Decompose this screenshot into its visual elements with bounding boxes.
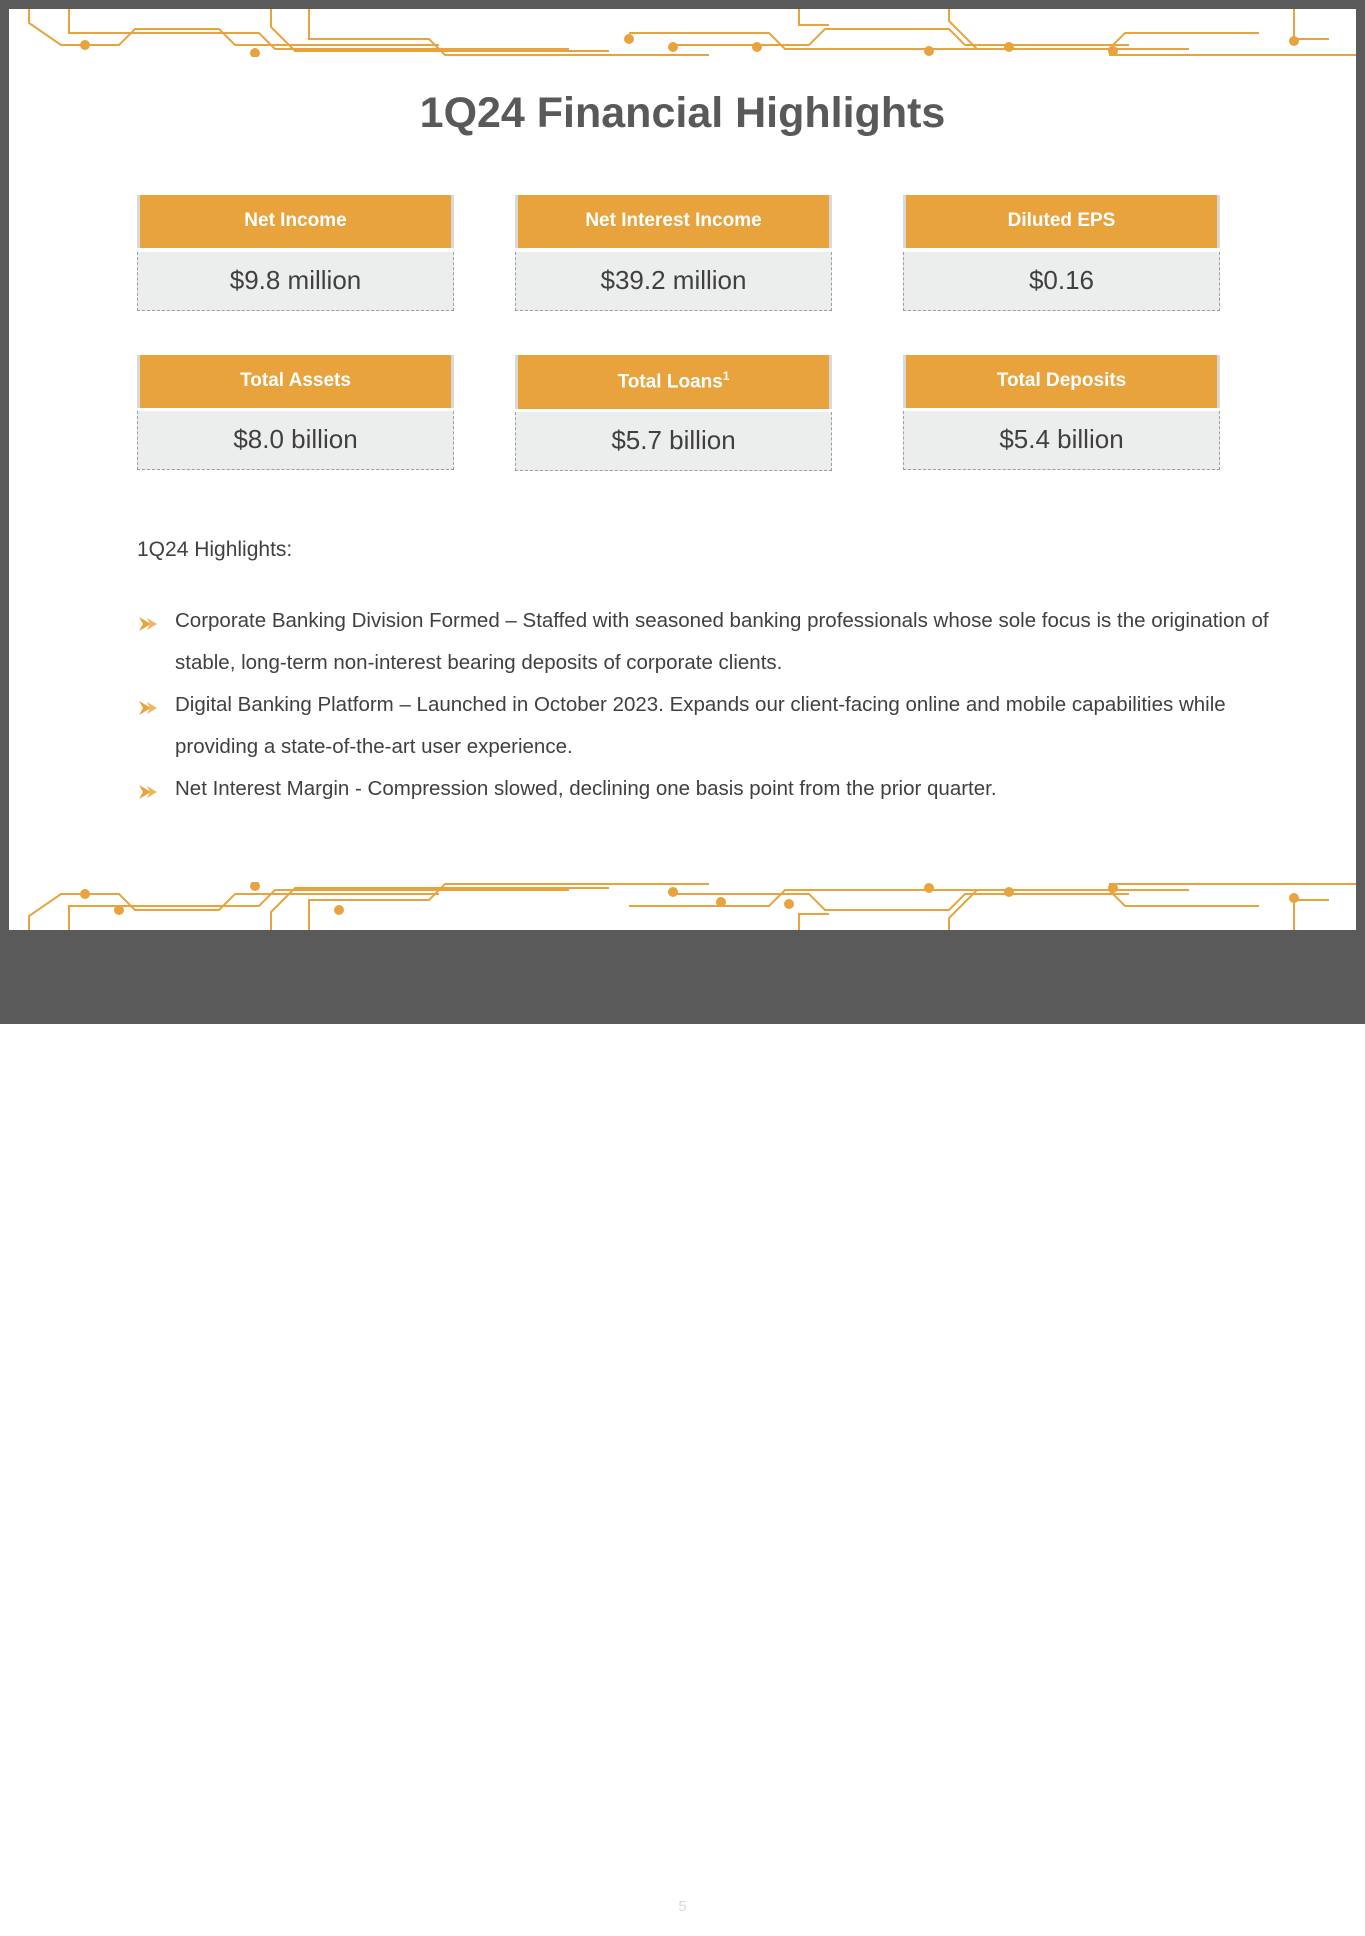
metric-value: $0.16 xyxy=(903,252,1220,311)
highlights-label: 1Q24 Highlights: xyxy=(137,538,293,561)
page-title: 1Q24 Financial Highlights xyxy=(419,88,946,137)
metric-card-net-interest-income xyxy=(515,195,832,311)
metric-value: $8.0 billion xyxy=(137,411,454,470)
list-item-text: Corporate Banking Division Formed – Staffed with seasoned banking professionals whose sole focus is the origination of stable, long-term non-interest bearing deposits of corporate clients. xyxy=(175,609,1269,674)
circuit-decoration-bottom xyxy=(9,882,1356,930)
company-logo xyxy=(854,1874,1329,1936)
left-edge-strip xyxy=(0,0,9,1024)
list-item xyxy=(137,600,1277,684)
right-edge-strip xyxy=(1356,0,1365,1024)
footnote-line-2: Source: Company Filings xyxy=(38,1908,178,1922)
logo-word-kearny: kearny xyxy=(913,1879,1053,1931)
metric-card-total-loans xyxy=(515,355,832,471)
footnote-line-1: ¹ Excludes Yield Adjustments xyxy=(38,1890,199,1904)
metric-card-total-deposits xyxy=(903,355,1220,470)
list-item-text: Digital Banking Platform – Launched in October 2023. Expands our client-facing online and mobile capabilities while providing a state-of-the-art user experience. xyxy=(175,693,1226,758)
highlights-bullet-list xyxy=(137,600,1277,810)
footer-bar xyxy=(0,930,1365,1931)
arrow-bullet-icon xyxy=(137,608,159,630)
arrow-bullet-icon xyxy=(137,776,159,798)
metric-card-net-income xyxy=(137,195,454,311)
arrow-bullet-icon xyxy=(137,692,159,714)
metric-value: $9.8 million xyxy=(137,252,454,311)
metric-label: Net Income xyxy=(137,195,454,248)
metric-label: Total Assets xyxy=(137,355,454,408)
kearny-bird-icon xyxy=(854,1884,906,1926)
metric-value: $5.7 billion xyxy=(515,412,832,471)
circuit-decoration-top xyxy=(9,9,1356,57)
metric-label: Net Interest Income xyxy=(515,195,832,248)
list-item xyxy=(137,768,1277,810)
metric-label: Diluted EPS xyxy=(903,195,1220,248)
metric-label: Total Deposits xyxy=(903,355,1220,408)
list-item-text: Net Interest Margin - Compression slowed, declining one basis point from the prior quarter. xyxy=(175,777,997,800)
metric-card-total-assets xyxy=(137,355,454,470)
metric-value: $5.4 billion xyxy=(903,411,1220,470)
logo-word-financial-corp: financial corp. xyxy=(1058,1879,1329,1931)
metric-value: $39.2 million xyxy=(515,252,832,311)
page-number: 5 xyxy=(678,1898,687,1915)
metric-card-diluted-eps xyxy=(903,195,1220,311)
top-bar xyxy=(0,0,1365,9)
metric-label-footnote-marker: 1 xyxy=(722,370,730,383)
list-item xyxy=(137,684,1277,768)
metric-label: Total Loans$^1$ xyxy=(515,355,832,409)
